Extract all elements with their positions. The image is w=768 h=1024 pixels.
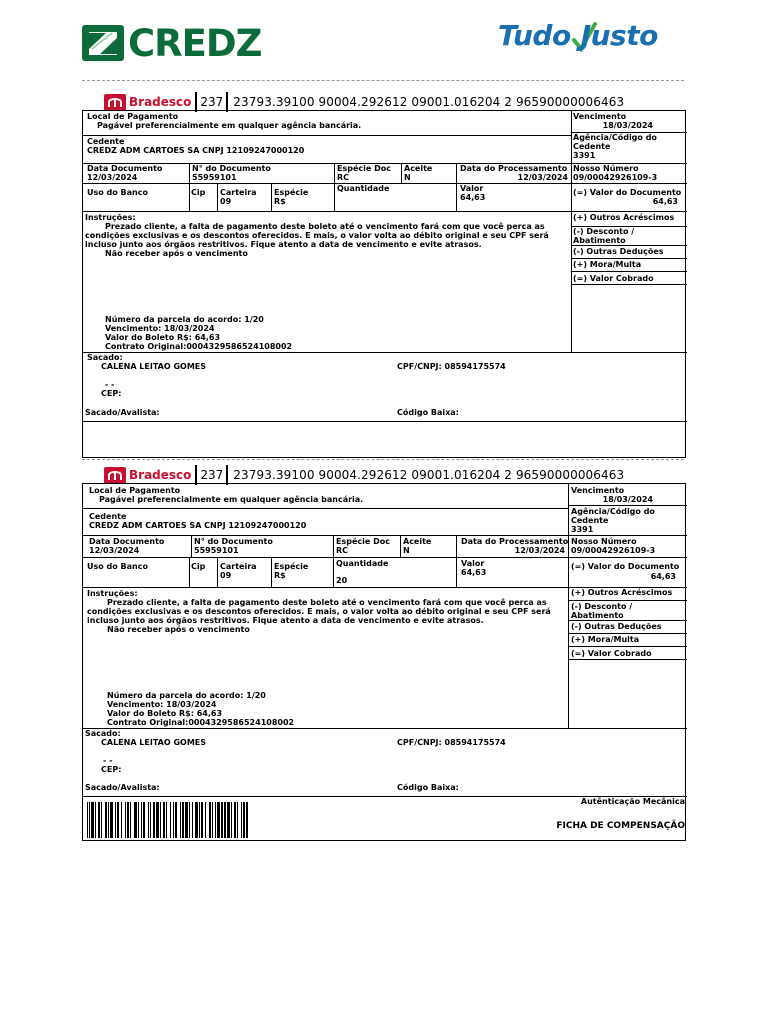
valor-boleto-line: Valor do Boleto R$: 64,63 (105, 333, 221, 342)
endereco: - - (103, 756, 113, 765)
carteira-value: 09 (220, 571, 232, 580)
sacado-label: Sacado: (85, 729, 121, 738)
valor-documento-value: 64,63 (650, 572, 676, 581)
desconto-label: (-) Desconto / Abatimento (573, 227, 635, 245)
numero-documento-value: 55959101 (192, 173, 237, 182)
vencimento-label: Vencimento (573, 112, 627, 121)
boleto-grid-2 (82, 483, 686, 841)
bank-code: 237 (195, 92, 228, 112)
outros-acrescimos-label: (+) Outros Acréscimos (573, 213, 675, 222)
local-pagamento-value: Pagável preferencialmente em qualquer agência bancária. (97, 121, 362, 130)
aceite-label: Aceite (404, 164, 433, 173)
data-processamento-label: Data do Processamento (461, 537, 569, 546)
parcela-text: Número da parcela do acordo: 1/20 (107, 691, 266, 700)
vencimento-value: 18/03/2024 (602, 121, 653, 130)
cedente-value: CREDZ ADM CARTOES SA CNPJ 12109247000120 (89, 521, 307, 530)
outros-acrescimos-label: (+) Outros Acréscimos (571, 588, 673, 597)
sacado-avalista-label: Sacado/Avalista: (85, 783, 160, 792)
especie-doc-label: Espécie Doc (336, 537, 390, 546)
parcela-text: Número da parcela do acordo: 1/20 (105, 315, 264, 324)
ficha-compensacao: FICHA DE COMPENSAÇÃO (556, 821, 685, 831)
credz-logo-text: CREDZ (128, 21, 262, 65)
uso-banco-label: Uso do Banco (87, 562, 148, 571)
dashed-separator-2 (82, 459, 684, 460)
valor-label: Valor (461, 559, 485, 568)
instrucoes-text: Prezado cliente, a falta de pagamento deste boleto até o vencimento fará com que você perca as condições exclusivas e os descontos oferecidos. E mais, o valor volta ao débito original e seu CPF será incluso junto aos órgãos restritivos. Fique atento a data de vencimento e evite atrasos. (85, 222, 549, 249)
nosso-numero-label: Nosso Número (571, 537, 637, 546)
especie-doc-value: RC (336, 546, 349, 555)
cpf-cnpj: CPF/CNPJ: 08594175574 (397, 738, 506, 747)
mora-multa-label: (+) Mora/Multa (571, 635, 640, 644)
cip-label: Cip (191, 188, 206, 197)
outras-deducoes-label: (-) Outras Deduções (573, 247, 664, 256)
data-processamento-value: 12/03/2024 (514, 546, 565, 555)
valor-value: 64,63 (460, 193, 486, 202)
valor-documento-value: 64,63 (652, 197, 678, 206)
mora-multa-label: (+) Mora/Multa (573, 260, 642, 269)
autenticacao-mecanica: Autênticação Mecânica (580, 797, 685, 806)
especie-value: R$ (274, 571, 286, 580)
bank-name-2: Bradesco (129, 468, 192, 482)
valor-cobrado-label: (=) Valor Cobrado (573, 274, 654, 283)
tudojusto-logo-text-1: Tudo (498, 19, 571, 52)
aceite-value: N (403, 546, 410, 555)
codigo-baixa-label: Código Baixa: (397, 408, 459, 417)
numero-documento-label: N° do Documento (194, 537, 273, 546)
sacado-nome: CALENA LEITAO GOMES (101, 738, 207, 747)
bradesco-logo-2 (104, 465, 193, 485)
barcode (87, 802, 251, 838)
valor-label: Valor (460, 184, 484, 193)
quantidade-value: 20 (336, 576, 348, 585)
valor-documento-label: (=) Valor do Documento (571, 562, 680, 571)
vencimento-label: Vencimento (571, 486, 625, 495)
outras-deducoes-label: (-) Outras Deduções (571, 622, 662, 631)
carteira-label: Carteira (220, 188, 257, 197)
carteira-label: Carteira (220, 562, 257, 571)
instrucoes-label: Instruções: (87, 589, 138, 598)
numero-documento-value: 55959101 (194, 546, 239, 555)
nosso-numero-value: 09/00042926109-3 (571, 546, 656, 555)
bank-header (104, 92, 624, 112)
uso-banco-label: Uso do Banco (87, 188, 148, 197)
bradesco-icon (104, 94, 126, 111)
data-documento-value: 12/03/2024 (87, 173, 138, 182)
sacado-avalista-label: Sacado/Avalista: (85, 408, 160, 417)
nosso-numero-label: Nosso Número (573, 164, 639, 173)
especie-doc-label: Espécie Doc (337, 164, 391, 173)
instrucoes-label: Instruções: (85, 213, 136, 222)
digitable-line-2: 23793.39100 90004.292612 09001.016204 2 96590000006463 (233, 468, 625, 482)
instrucoes-text: Prezado cliente, a falta de pagamento deste boleto até o vencimento fará com que você perca as condições exclusivas e os descontos oferecidos. E mais, o valor volta ao débito original e seu CPF será incluso junto aos órgãos restritivos. Fique atento a data de vencimento e evite atrasos. (87, 598, 551, 625)
nao-receber-text: Não receber após o vencimento (105, 249, 248, 258)
vencimento-value: 18/03/2024 (602, 495, 653, 504)
bank-name: Bradesco (129, 95, 192, 109)
nao-receber-text: Não receber após o vencimento (107, 625, 250, 634)
data-documento-label: Data Documento (87, 164, 163, 173)
data-processamento-value: 12/03/2024 (517, 173, 568, 182)
cedente-label: Cedente (89, 512, 127, 521)
bank-header-2 (104, 465, 624, 485)
cedente-value: CREDZ ADM CARTOES SA CNPJ 12109247000120 (87, 146, 305, 155)
tudojusto-logo-text-2: Justo (580, 19, 658, 52)
bradesco-logo (104, 92, 193, 112)
numero-documento-label: N° do Documento (192, 164, 271, 173)
data-processamento-label: Data do Processamento (460, 164, 568, 173)
credz-logo (82, 21, 288, 65)
sacado-nome: CALENA LEITAO GOMES (101, 362, 207, 371)
boleto-recibo (82, 92, 686, 458)
especie-doc-value: RC (337, 173, 350, 182)
aceite-label: Aceite (403, 537, 432, 546)
data-documento-label: Data Documento (89, 537, 165, 546)
carteira-value: 09 (220, 197, 232, 206)
cep-label: CEP: (101, 765, 122, 774)
tudojusto-logo (498, 16, 658, 52)
valor-documento-label: (=) Valor do Documento (573, 188, 682, 197)
sacado-label: Sacado: (87, 353, 123, 362)
cedente-label: Cedente (87, 137, 125, 146)
boleto-grid (82, 110, 686, 458)
valor-cobrado-label: (=) Valor Cobrado (571, 649, 652, 658)
agencia-label: Agência/Código do Cedente (573, 133, 657, 151)
agencia-label: Agência/Código do Cedente (571, 507, 655, 525)
especie-value: R$ (274, 197, 286, 206)
quantidade-label: Quantidade (336, 559, 389, 568)
dashed-separator (82, 80, 684, 81)
cpf-cnpj: CPF/CNPJ: 08594175574 (397, 362, 506, 371)
endereco: - - (105, 380, 115, 389)
agencia-value: 3391 (571, 525, 594, 534)
vencimento-line: Vencimento: 18/03/2024 (107, 700, 217, 709)
bradesco-icon (104, 467, 126, 484)
quantidade-label: Quantidade (337, 184, 390, 193)
digitable-line: 23793.39100 90004.292612 09001.016204 2 96590000006463 (233, 95, 625, 109)
barcode-space (248, 802, 251, 838)
credz-mark-icon (82, 25, 124, 61)
codigo-baixa-label: Código Baixa: (397, 783, 459, 792)
cep-label: CEP: (101, 389, 122, 398)
data-documento-value: 12/03/2024 (89, 546, 140, 555)
valor-boleto-line: Valor do Boleto R$: 64,63 (107, 709, 223, 718)
agencia-value: 3391 (573, 151, 596, 160)
cip-label: Cip (191, 562, 206, 571)
local-pagamento-label: Local de Pagamento (87, 112, 179, 121)
bank-code-2: 237 (195, 465, 228, 485)
especie-label: Espécie (274, 188, 309, 197)
especie-label: Espécie (274, 562, 309, 571)
local-pagamento-label: Local de Pagamento (89, 486, 181, 495)
desconto-label: (-) Desconto / Abatimento (571, 602, 633, 620)
valor-value: 64,63 (461, 568, 487, 577)
contrato-line: Contrato Original:0004329586524108002 (107, 718, 295, 727)
contrato-line: Contrato Original:0004329586524108002 (105, 342, 293, 351)
vencimento-line: Vencimento: 18/03/2024 (105, 324, 215, 333)
aceite-value: N (404, 173, 411, 182)
boleto-ficha (82, 465, 686, 845)
nosso-numero-value: 09/00042926109-3 (573, 173, 658, 182)
local-pagamento-value: Pagável preferencialmente em qualquer agência bancária. (99, 495, 364, 504)
